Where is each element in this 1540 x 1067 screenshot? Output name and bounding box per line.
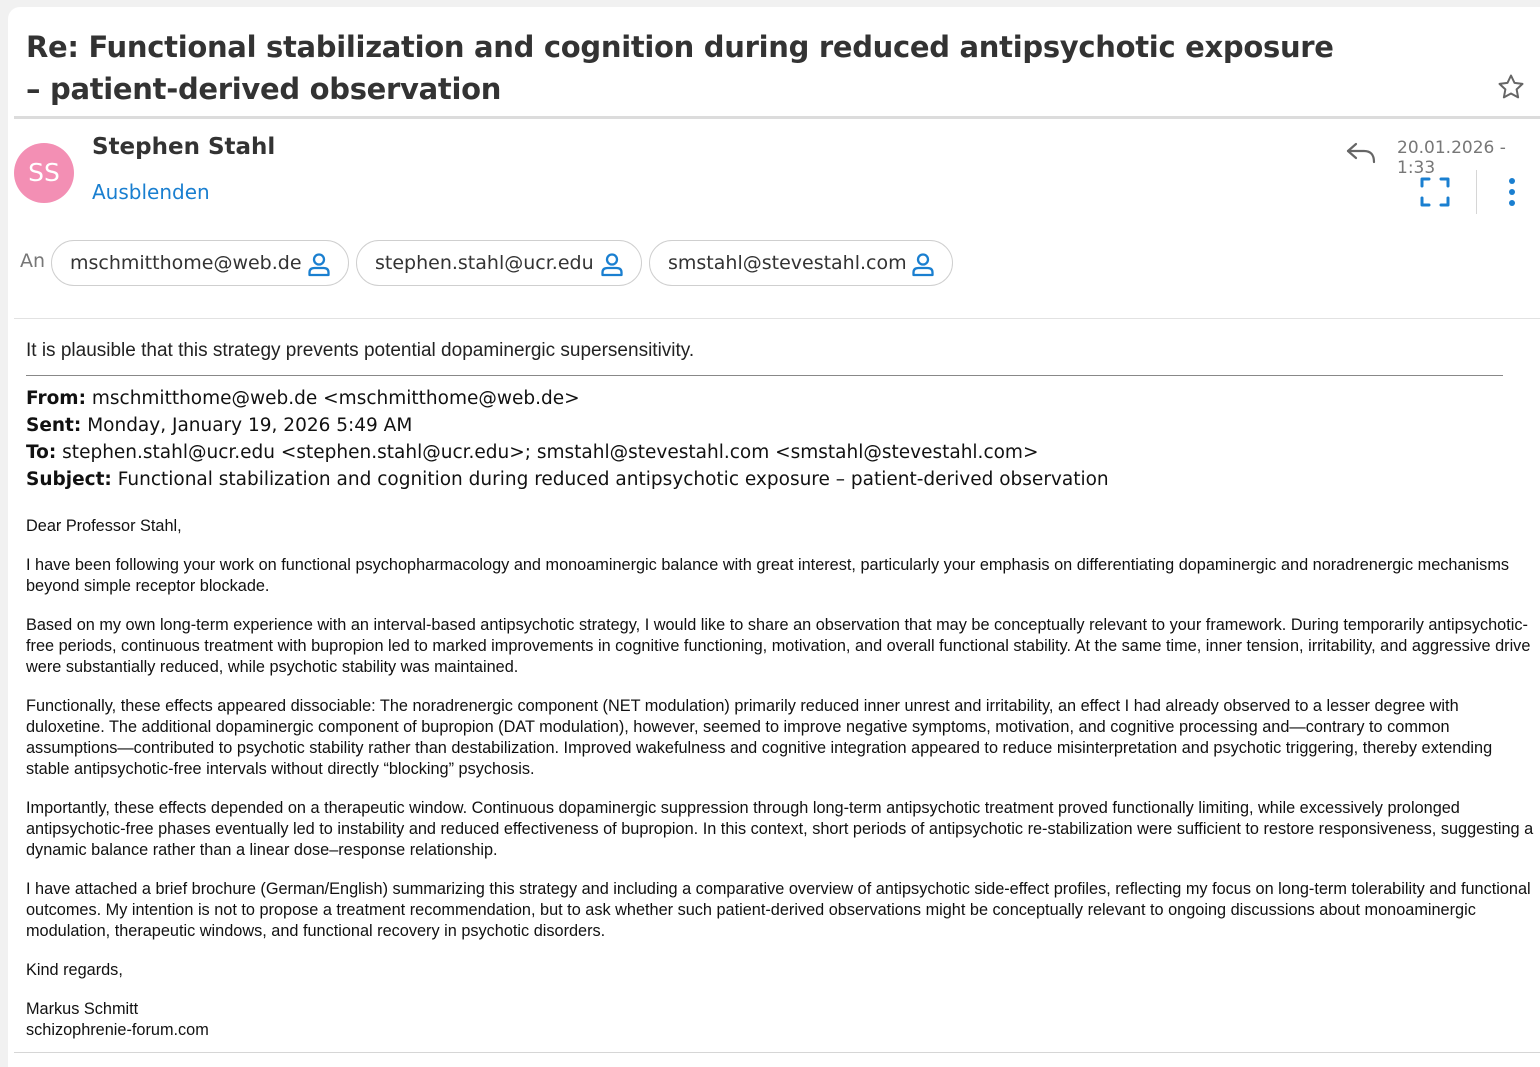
star-icon[interactable] — [1496, 72, 1526, 102]
signature-name: Markus Schmitt — [26, 1000, 139, 1018]
email-subject: Re: Functional stabilization and cognition during reduced antipsychotic exposure – patient-derived observation — [26, 30, 1334, 106]
header-divider — [14, 116, 1540, 119]
message-paragraph — [26, 798, 1536, 861]
person-icon — [910, 251, 936, 277]
person-icon — [599, 251, 625, 277]
closing-text: Kind regards, — [26, 961, 123, 979]
quoted-sent-value: Monday, January 19, 2026 5:49 AM — [87, 415, 413, 436]
more-options-icon[interactable] — [1500, 175, 1524, 209]
quoted-from — [26, 388, 580, 409]
footer-divider — [14, 1052, 1540, 1053]
quoted-to-value: stephen.stahl@ucr.edu <stephen.stahl@ucr.edu>; smstahl@stevestahl.com <smstahl@stevestahl.com> — [62, 442, 1039, 463]
recipient-email: stephen.stahl@ucr.edu — [375, 252, 594, 274]
quoted-subject — [26, 469, 1109, 490]
quoted-subject-value: Functional stabilization and cognition during reduced antipsychotic exposure – patient-derived observation — [117, 469, 1109, 490]
quoted-to — [26, 442, 1038, 463]
quoted-sent-label: Sent: — [26, 415, 82, 436]
message-paragraph — [26, 555, 1536, 597]
quoted-to-label: To: — [26, 442, 57, 463]
signature-site: schizophrenie-forum.com — [26, 1021, 209, 1039]
sender-name[interactable]: Stephen Stahl — [92, 134, 276, 160]
message-closing — [26, 960, 1536, 981]
recipient-chip[interactable] — [51, 240, 349, 286]
quoted-subject-label: Subject: — [26, 469, 112, 490]
paragraph-text: Importantly, these effects depended on a therapeutic window. Continuous dopaminergic suppression through long-term antipsychotic treatment proved functionally limiting, while excessively prolonged antipsychotic-free phases eventually led to instability and reduced effectiveness of bupropion. In this context, short periods of antipsychotic re-stabilization were sufficient to restore responsiveness, suggesting a dynamic balance rather than a linear dose–response relationship. — [26, 799, 1534, 859]
paragraph-text: Functionally, these effects appeared dissociable: The noradrenergic component (NET modulation) primarily reduced inner unrest and irritability, an effect I had already observed to a lesser degree with duloxetine. The additional dopaminergic component of bupropion (DAT modulation), however, seemed to improve negative symptoms, motivation, and cognitive processing and—contrary to common assumptions—contributed to psychotic stability rather than destabilization. Improved wakefulness and cognitive integration appeared to reduce misinterpretation and psychotic triggering, thereby extending stable antipsychotic-free intervals without directly “blocking” psychosis. — [26, 697, 1493, 778]
message-signature — [26, 999, 1536, 1041]
paragraph-text: I have attached a brief brochure (German/English) summarizing this strategy and including a comparative overview of antipsychotic side-effect profiles, reflecting my focus on long-term tolerability and functional outcomes. My intention is not to propose a treatment recommendation, but to ask whether such patient-derived observations might be conceptually relevant to ongoing discussions about monoaminergic modulation, therapeutic windows, and functional recovery in psychotic disorders. — [26, 880, 1531, 940]
recipient-chip[interactable] — [356, 240, 642, 286]
recipient-email: smstahl@stevestahl.com — [668, 252, 907, 274]
hide-details-link[interactable]: Ausblenden — [92, 180, 210, 204]
fullscreen-icon[interactable] — [1419, 176, 1451, 208]
recipient-chip[interactable] — [649, 240, 953, 286]
message-paragraph — [26, 879, 1536, 942]
reply-text: It is plausible that this strategy prevents potential dopaminergic supersensitivity. — [26, 340, 695, 361]
recipients-label: An — [20, 250, 46, 272]
avatar: SS — [14, 143, 74, 203]
reply-icon[interactable] — [1344, 140, 1378, 166]
quote-divider — [26, 375, 1503, 376]
quoted-from-value: mschmitthome@web.de <mschmitthome@web.de> — [91, 388, 580, 409]
paragraph-text: Based on my own long-term experience with an interval-based antipsychotic strategy, I would like to share an observation that may be conceptually relevant to your framework. During temporarily antipsychotic-free periods, continuous treatment with bupropion led to marked improvements in cognitive functioning, motivation, and overall functional stability. At the same time, inner tension, irritability, and aggressive drive were substantially reduced, while psychotic stability was maintained. — [26, 616, 1531, 676]
message-paragraph — [26, 615, 1536, 678]
quoted-from-label: From: — [26, 388, 86, 409]
greeting-text: Dear Professor Stahl, — [26, 517, 182, 535]
recipient-email: mschmitthome@web.de — [70, 252, 302, 274]
message-paragraph — [26, 696, 1536, 780]
message-greeting — [26, 516, 1536, 537]
body-divider — [14, 318, 1540, 319]
paragraph-text: I have been following your work on functional psychopharmacology and monoaminergic balance with great interest, particularly your emphasis on differentiating dopaminergic and noradrenergic mechanisms beyond simple receptor blockade. — [26, 556, 1510, 595]
person-icon — [306, 251, 332, 277]
email-date: 20.01.2026 - 1:33 — [1397, 138, 1506, 178]
quoted-sent — [26, 415, 412, 436]
toolbar-divider — [1476, 170, 1477, 214]
